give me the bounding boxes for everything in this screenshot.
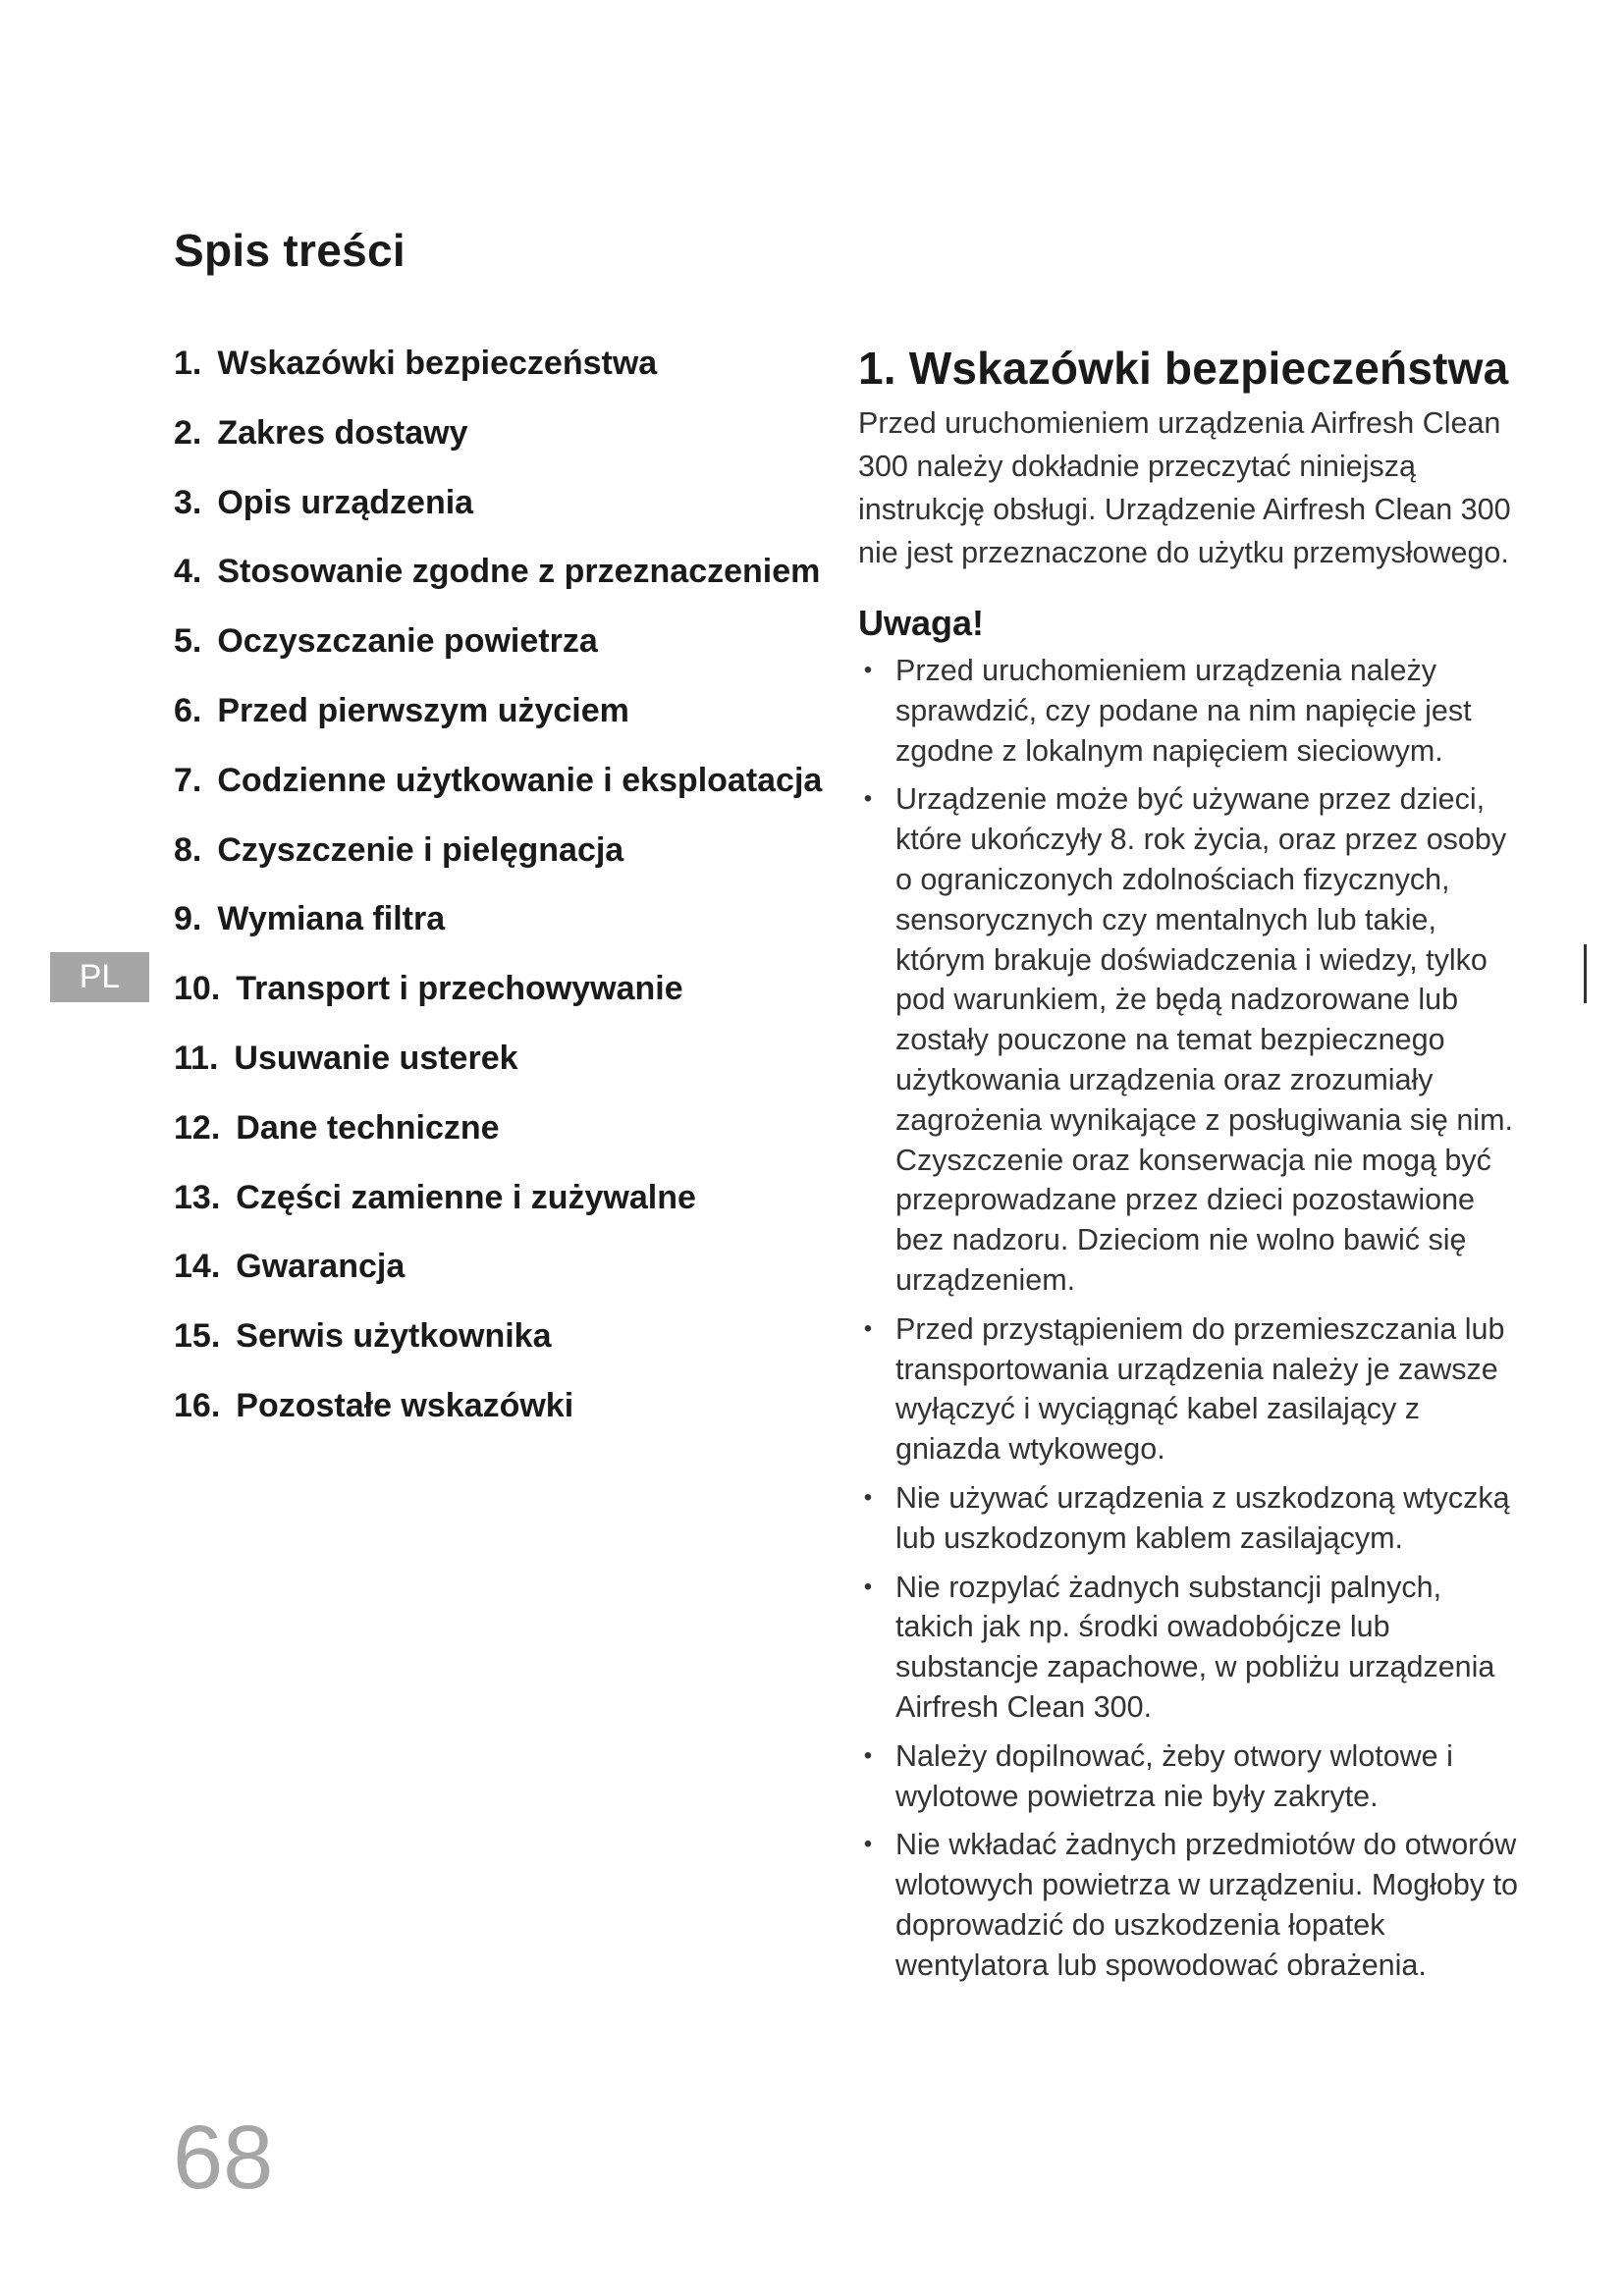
warning-item-text: Należy dopilnować, żeby otwory wlotowe i wylotowe powietrza nie były zakryte. xyxy=(895,1738,1453,1813)
section-title: 1. Wskazówki bezpieczeństwa xyxy=(858,343,1509,394)
toc-item[interactable] xyxy=(174,967,822,1037)
toc-item-label: Części zamienne i zużywalne xyxy=(236,1178,696,1216)
toc-item-number: 6. xyxy=(174,691,202,729)
toc-item-number: 15. xyxy=(174,1317,221,1356)
bullet-icon: • xyxy=(863,1573,873,1600)
bullet-icon: • xyxy=(863,1831,873,1858)
bullet-icon: • xyxy=(863,785,873,813)
bullet-icon: • xyxy=(863,657,873,683)
toc-item-number: 12. xyxy=(174,1108,221,1147)
warning-title: Uwaga! xyxy=(858,603,985,643)
warning-item-text: Urządzenie może być używane przez dzieci, które ukończyły 8. rok życia, oraz przez osoby o ograniczonych zdolnościach fizycznych, sensorycznych czy mentalnych lub takie, którym brakuje doświadczenia i wiedzy, tylko pod warunkiem, że będą nadzorowane lub zostały pouczone na temat bezpiecznego użytkowania urządzenia oraz zrozumiały zagrożenia wynikające z posługiwania się nim. Czyszczenie oraz konserwacja nie mogą być przeprowadzane przez dzieci pozostawione bez nadzoru. Dzieciom nie wolno bawić się urządzeniem. xyxy=(895,782,1513,1297)
warning-item xyxy=(858,1736,1526,1817)
warning-item-text: Przed przystąpieniem do przemieszczania lub transportowania urządzenia należy je zawsze wyłączyć i wyciągnąć kabel zasilający z gniazda wtykowego. xyxy=(895,1311,1505,1467)
toc-item-label: Opis urządzenia xyxy=(217,483,474,521)
warning-item-text: Przed uruchomieniem urządzenia należy sprawdzić, czy podane na nim napięcie jest zgodne z lokalnym napięciem sieciowym. xyxy=(895,654,1472,768)
warning-item-text: Nie rozpylać żadnych substancji palnych, takich jak np. środki owadobójcze lub substancje zapachowe, w pobliżu urządzenia Airfresh Clean 300. xyxy=(895,1570,1495,1724)
warning-item xyxy=(858,1568,1526,1728)
warning-item-text: Nie używać urządzenia z uszkodzoną wtyczką lub uszkodzonym kablem zasilającym. xyxy=(895,1480,1510,1555)
page-number: 68 xyxy=(173,2108,274,2208)
toc-item-label: Gwarancja xyxy=(236,1248,406,1286)
toc-item-number: 5. xyxy=(174,622,202,661)
toc-item-label: Codzienne użytkowanie i eksploatacja xyxy=(217,761,823,799)
margin-mark xyxy=(1584,944,1587,1003)
toc-item[interactable] xyxy=(174,1384,822,1454)
toc-item-label: Stosowanie zgodne z przeznaczeniem xyxy=(217,553,821,591)
toc-item-label: Usuwanie usterek xyxy=(234,1039,518,1077)
warning-list xyxy=(858,651,1526,1986)
toc-item[interactable] xyxy=(174,1314,822,1384)
toc-item-number: 4. xyxy=(174,553,202,591)
toc-item-label: Zakres dostawy xyxy=(217,413,468,452)
bullet-icon: • xyxy=(863,1483,873,1511)
toc-item-label: Transport i przechowywanie xyxy=(236,970,683,1008)
toc-item[interactable] xyxy=(174,1106,822,1176)
warning-item-text: Nie wkładać żadnych przedmiotów do otworów wlotowych powietrza w urządzeniu. Mogłoby to doprowadzić do uszkodzenia łopatek wentylatora lub spowodować obrażenia. xyxy=(895,1828,1519,1982)
toc-item[interactable] xyxy=(174,619,822,689)
toc-item-number: 16. xyxy=(174,1386,221,1424)
warning-item xyxy=(858,1478,1526,1559)
section-intro: Przed uruchomieniem urządzenia Airfresh Clean 300 należy dokładnie przeczytać niniejszą instrukcję obsługi. Urządzenie Airfresh Clean 300 nie jest przeznaczone do użytku przemysłowego. xyxy=(858,406,1511,569)
toc-item[interactable] xyxy=(174,481,822,551)
toc-title: Spis treści xyxy=(174,225,406,276)
toc-item[interactable] xyxy=(174,897,822,967)
safety-section xyxy=(858,339,1526,1995)
toc-item-number: 1. xyxy=(174,345,202,382)
toc-item-label: Czyszczenie i pielęgnacja xyxy=(217,830,624,869)
toc-item-label: Wskazówki bezpieczeństwa xyxy=(217,345,658,382)
toc-item-label: Oczyszczanie powietrza xyxy=(217,622,598,661)
toc-item-number: 14. xyxy=(174,1248,221,1286)
toc-item[interactable] xyxy=(174,1176,822,1246)
toc-item-number: 10. xyxy=(174,970,221,1008)
toc-item-number: 9. xyxy=(174,900,202,938)
warning-item xyxy=(858,1825,1526,1985)
toc-item[interactable] xyxy=(174,759,822,828)
toc-item[interactable] xyxy=(174,342,822,411)
toc-item[interactable] xyxy=(174,1037,822,1106)
toc-item-number: 11. xyxy=(174,1039,219,1077)
toc-item-number: 13. xyxy=(174,1178,221,1216)
toc-item[interactable] xyxy=(174,1245,822,1314)
toc-item-label: Pozostałe wskazówki xyxy=(236,1386,574,1424)
toc-item[interactable] xyxy=(174,828,822,898)
toc-item-label: Dane techniczne xyxy=(236,1108,500,1147)
bullet-icon: • xyxy=(863,1741,873,1769)
toc-item-number: 2. xyxy=(174,413,202,452)
toc-item-number: 8. xyxy=(174,830,202,869)
toc-item-label: Serwis użytkownika xyxy=(236,1317,552,1356)
language-tab: PL xyxy=(50,952,149,1002)
bullet-icon: • xyxy=(863,1314,873,1342)
warning-item xyxy=(858,651,1526,771)
warning-item xyxy=(858,1309,1526,1469)
toc-list xyxy=(174,342,822,1454)
toc-item-label: Wymiana filtra xyxy=(217,900,446,938)
toc-item[interactable] xyxy=(174,411,822,481)
toc-item[interactable] xyxy=(174,689,822,759)
toc-item-label: Przed pierwszym użyciem xyxy=(217,691,629,729)
toc-item-number: 3. xyxy=(174,483,202,521)
toc-item[interactable] xyxy=(174,550,822,619)
warning-item xyxy=(858,779,1526,1300)
toc-item-number: 7. xyxy=(174,761,202,799)
